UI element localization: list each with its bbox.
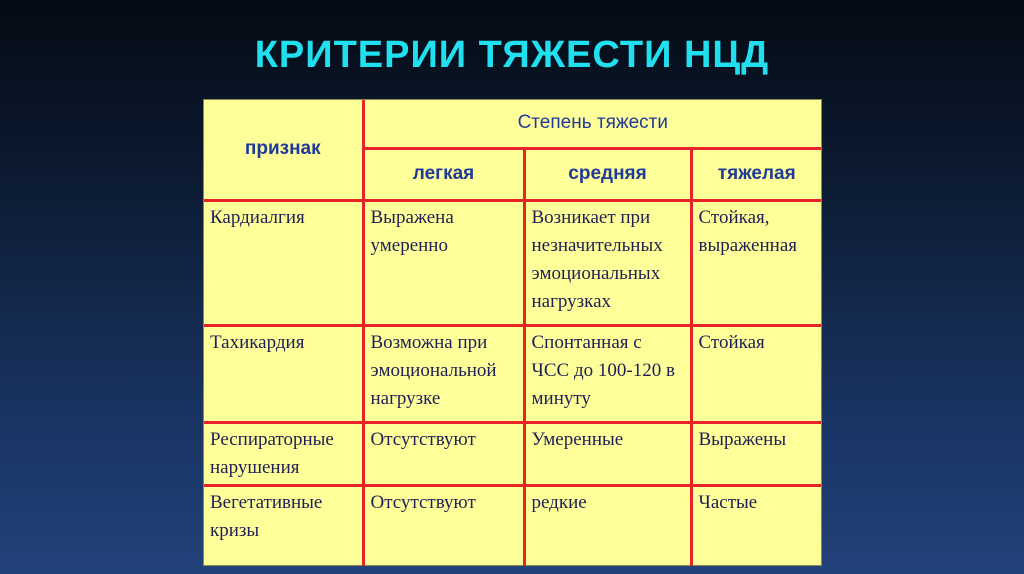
table-row	[204, 422, 821, 485]
table-row	[204, 200, 821, 325]
cell-severe: Стойкая	[691, 325, 821, 422]
header-level-mild: легкая	[363, 148, 524, 200]
cell-sign: Респираторные нарушения	[204, 422, 363, 485]
cell-sign: Кардиалгия	[204, 200, 363, 325]
cell-severe: Стойкая, выраженная	[691, 200, 821, 325]
cell-mild: Возможна при эмоциональной нагрузке	[363, 325, 524, 422]
header-sign: признак	[204, 100, 363, 200]
criteria-table	[203, 99, 822, 566]
cell-mild: Выражена умеренно	[363, 200, 524, 325]
cell-moderate: Спонтанная с ЧСС до 100-120 в минуту	[524, 325, 691, 422]
cell-severe: Выражены	[691, 422, 821, 485]
cell-mild: Отсутствуют	[363, 485, 524, 566]
cell-moderate: Умеренные	[524, 422, 691, 485]
table-row	[204, 325, 821, 422]
cell-moderate: редкие	[524, 485, 691, 566]
cell-sign: Тахикардия	[204, 325, 363, 422]
header-level-severe: тяжелая	[691, 148, 821, 200]
cell-mild: Отсутствуют	[363, 422, 524, 485]
slide-title: КРИТЕРИИ ТЯЖЕСТИ НЦД	[254, 34, 770, 76]
cell-severe: Частые	[691, 485, 821, 566]
cell-moderate: Возникает при незначительных эмоциональных нагрузках	[524, 200, 691, 325]
cell-sign: Вегетативные кризы	[204, 485, 363, 566]
table-row	[204, 485, 821, 566]
header-severity: Степень тяжести	[363, 100, 821, 148]
header-level-moderate: средняя	[524, 148, 691, 200]
